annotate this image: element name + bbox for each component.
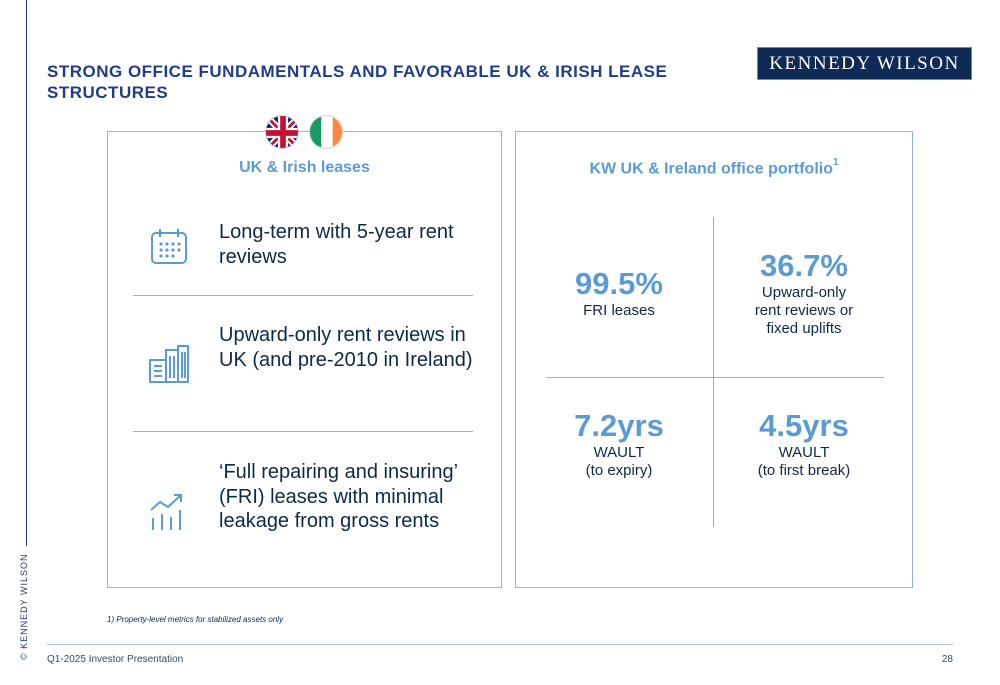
uk-flag-icon — [265, 115, 299, 149]
kw-portfolio-panel — [515, 131, 913, 588]
right-panel-heading — [516, 159, 912, 178]
metric-label: WAULT — [593, 444, 645, 461]
metric-label: (to first break) — [757, 462, 851, 479]
metric-label: Upward-only — [761, 284, 847, 301]
metric-label: WAULT — [778, 444, 830, 461]
left-panel-heading: UK & Irish leases — [239, 159, 370, 176]
grid-horizontal-line — [546, 377, 884, 378]
country-flags — [265, 115, 345, 149]
footnote-marker: 1 — [832, 157, 839, 168]
footer-presentation-name: Q1-2025 Investor Presentation — [47, 654, 184, 665]
divider — [133, 295, 473, 296]
metric-label: FRI leases — [583, 302, 655, 319]
metric-label: fixed uplifts — [766, 320, 842, 337]
ireland-flag-icon — [309, 115, 343, 149]
uk-irish-leases-panel — [107, 131, 502, 588]
feature-text: Long-term with 5-year rent reviews — [219, 221, 454, 268]
metric-upward-only — [719, 248, 889, 338]
page-title: STRONG OFFICE FUNDAMENTALS AND FAVORABLE UK & IRISH LEASE STRUCTURES — [47, 62, 668, 102]
grid-vertical-line — [713, 217, 714, 527]
metric-value: 7.2yrs — [574, 408, 664, 443]
metric-value: 36.7% — [760, 248, 848, 283]
footer-rule — [47, 644, 953, 645]
metric-wault-first-break — [719, 408, 889, 480]
metric-label: rent reviews or — [754, 302, 854, 319]
feature-text: ‘Full repairing and insuring’ (FRI) leases with minimal leakage from gross rents — [219, 461, 458, 532]
divider — [133, 431, 473, 432]
feature-text: Upward-only rent reviews in UK (and pre-2010 in Ireland) — [219, 324, 473, 371]
side-copyright: © KENNEDY WILSON — [19, 553, 29, 660]
metric-value: 4.5yrs — [759, 408, 849, 443]
right-panel-heading-text: KW UK & Ireland office portfolio — [589, 160, 833, 178]
metric-wault-expiry — [534, 408, 704, 480]
metric-fri-leases — [534, 266, 704, 320]
metric-value: 99.5% — [575, 266, 663, 301]
buildings-icon — [146, 342, 192, 388]
growth-chart-icon — [146, 490, 192, 536]
footnote: 1) Property-level metrics for stabilized assets only — [107, 615, 284, 624]
page-number: 28 — [941, 654, 953, 665]
metric-label: (to expiry) — [585, 462, 653, 479]
left-vertical-rule — [26, 0, 27, 546]
calendar-icon — [146, 224, 192, 270]
company-logo: KENNEDY WILSON — [757, 47, 972, 80]
